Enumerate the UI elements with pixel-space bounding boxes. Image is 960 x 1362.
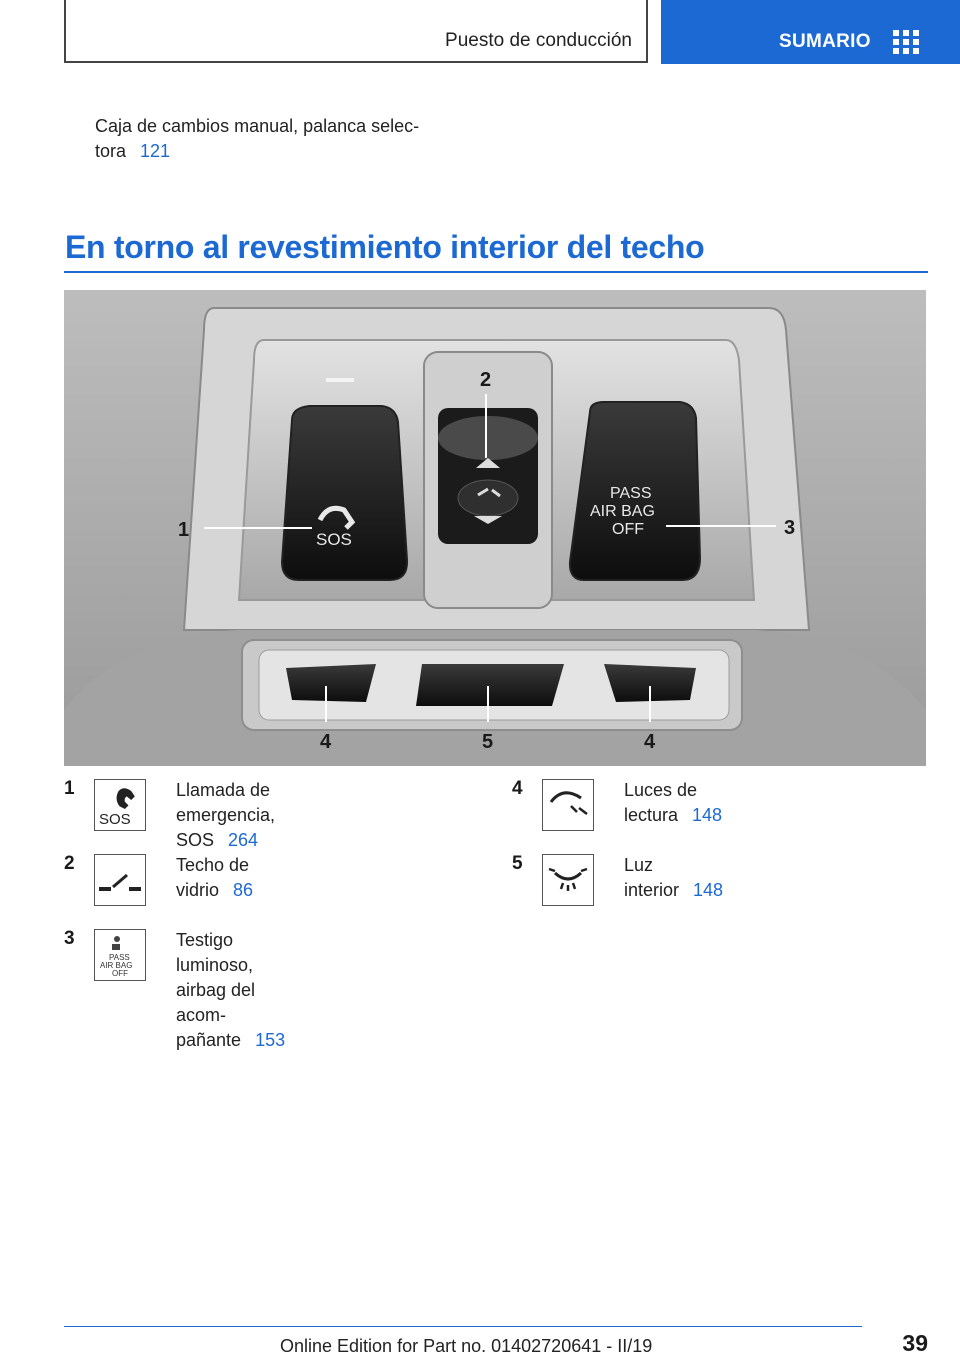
intro-line-2: tora bbox=[95, 141, 127, 161]
legend-page-link[interactable]: 148 bbox=[693, 880, 724, 900]
photo-airbag-line-2: AIR BAG bbox=[590, 503, 655, 520]
photo-sos-label: SOS bbox=[316, 530, 352, 549]
sos-icon bbox=[94, 779, 146, 831]
photo-airbag-line-1: PASS bbox=[610, 485, 652, 502]
legend-text-line-1: Llamada de emergencia, bbox=[176, 780, 276, 825]
callout-4-right: 4 bbox=[644, 731, 656, 753]
sumario-label: SUMARIO bbox=[779, 31, 871, 52]
header-section-box bbox=[64, 0, 648, 63]
legend-text-line-1: Luces de lectura bbox=[624, 780, 698, 825]
legend-page-link[interactable]: 264 bbox=[228, 830, 259, 850]
legend-text-line-2: SOS bbox=[176, 830, 215, 850]
legend-text-line-1: Luz interior bbox=[624, 855, 680, 900]
legend-page-link[interactable]: 86 bbox=[233, 880, 254, 900]
callout-5: 5 bbox=[482, 731, 494, 753]
legend-number: 5 bbox=[512, 853, 523, 874]
overhead-console-photo bbox=[64, 290, 926, 766]
interior-light-icon bbox=[542, 854, 594, 906]
section-divider bbox=[64, 271, 928, 273]
legend-text-line-2: pañante bbox=[176, 1030, 242, 1050]
callout-3: 3 bbox=[784, 517, 796, 539]
footer-edition-text: Online Edition for Part no. 01402720641 - II/19 bbox=[280, 1336, 653, 1356]
legend-number: 2 bbox=[64, 853, 75, 874]
svg-text:OFF: OFF bbox=[112, 969, 128, 978]
legend-page-link[interactable]: 153 bbox=[255, 1030, 286, 1050]
legend-text-line-1: Techo de vidrio bbox=[176, 855, 250, 900]
svg-text:SOS: SOS bbox=[99, 811, 131, 828]
callout-4-left: 4 bbox=[320, 731, 332, 753]
grid-icon[interactable] bbox=[893, 30, 919, 54]
legend-text-line-1: Testigo luminoso, airbag del acom- bbox=[176, 930, 256, 1025]
svg-text:AIR BAG: AIR BAG bbox=[100, 961, 133, 970]
footer-divider bbox=[64, 1326, 862, 1327]
header-section-title: Puesto de conducción bbox=[445, 30, 632, 51]
reading-light-icon bbox=[542, 779, 594, 831]
legend-number: 1 bbox=[64, 778, 75, 799]
intro-page-link[interactable]: 121 bbox=[140, 141, 171, 161]
page-number: 39 bbox=[902, 1330, 928, 1356]
legend-number: 4 bbox=[512, 778, 523, 799]
photo-airbag-line-3: OFF bbox=[612, 521, 644, 538]
legend-page-link[interactable]: 148 bbox=[692, 805, 723, 825]
legend-number: 3 bbox=[64, 928, 75, 949]
intro-line-1: Caja de cambios manual, palanca selec- bbox=[95, 116, 420, 136]
intro-paragraph bbox=[95, 114, 419, 164]
passenger-airbag-off-icon bbox=[94, 929, 146, 981]
section-title: En torno al revestimiento interior del techo bbox=[65, 229, 705, 265]
svg-text:PASS: PASS bbox=[109, 953, 130, 962]
callout-1: 1 bbox=[178, 519, 190, 541]
callout-2: 2 bbox=[480, 369, 492, 391]
glass-roof-icon bbox=[94, 854, 146, 906]
